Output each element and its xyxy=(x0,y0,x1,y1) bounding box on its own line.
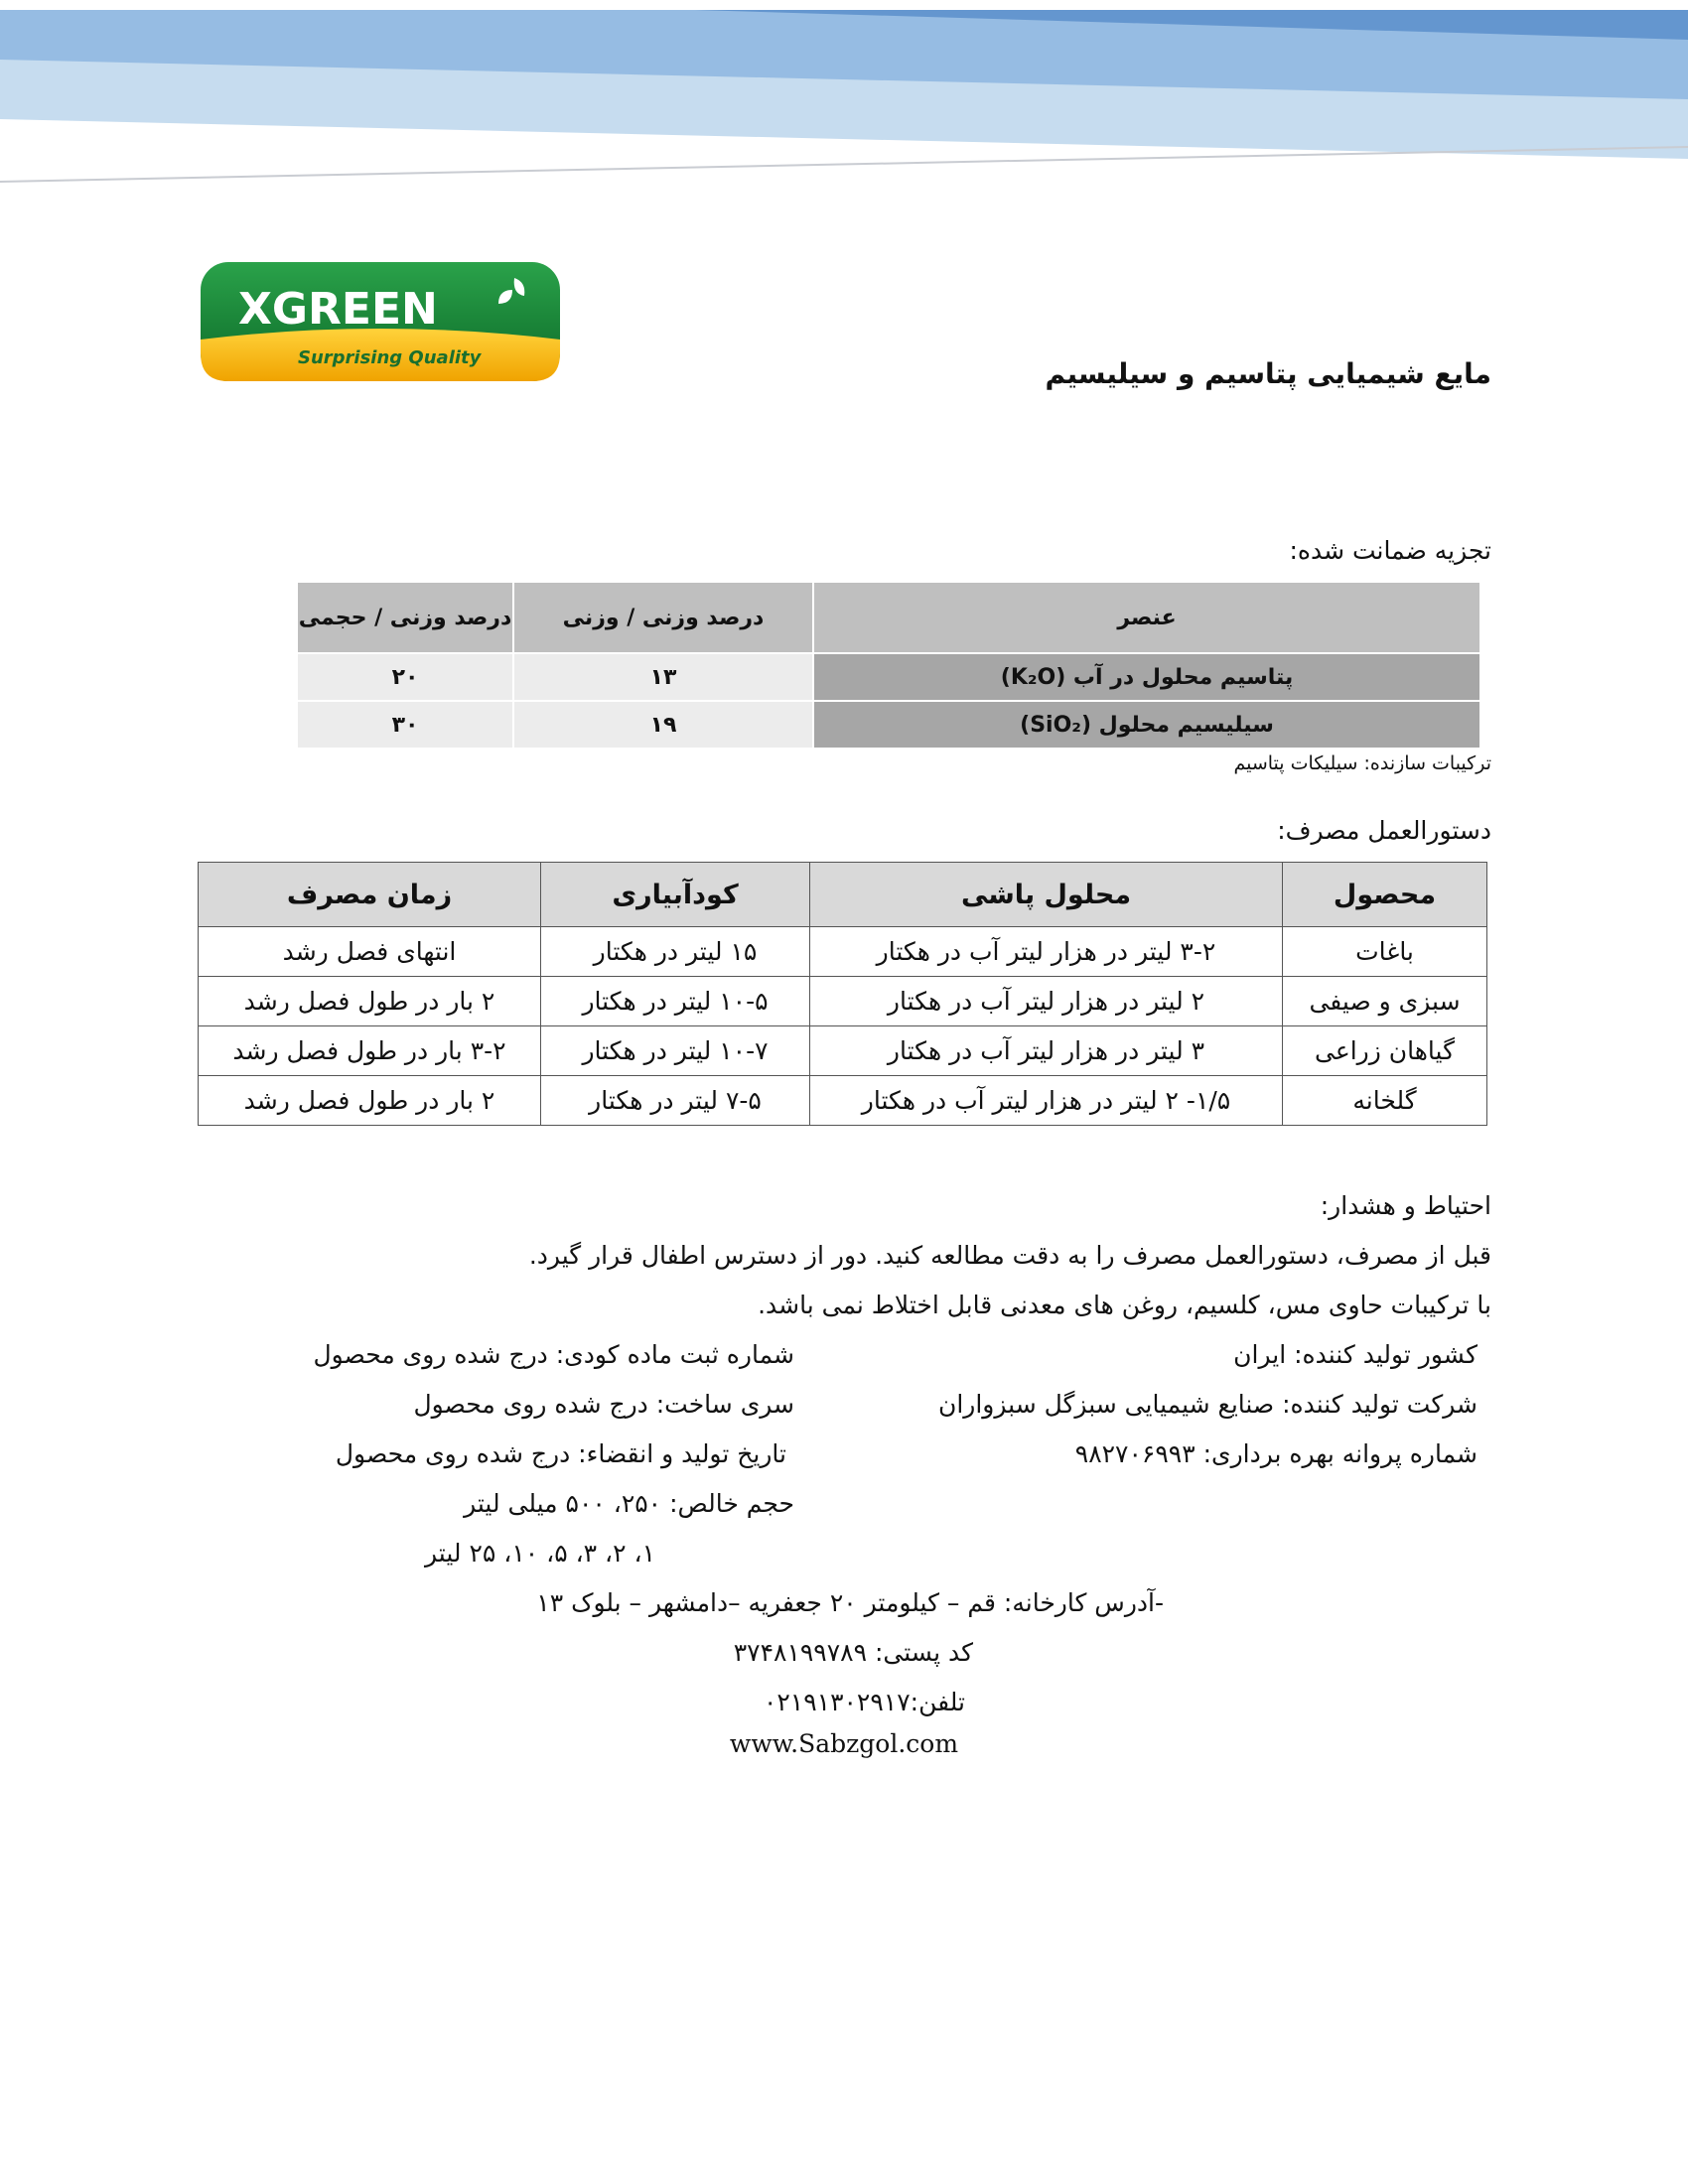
table-cell: پتاسیم محلول در آب (K₂O) xyxy=(813,653,1480,701)
usage-label: دستورالعمل مصرف: xyxy=(1277,816,1491,845)
registration-number: شماره ثبت ماده کودی: درج شده روی محصول xyxy=(313,1340,794,1369)
table-header: کودآبیاری xyxy=(541,863,810,927)
net-volume-liters: ۱، ۲، ۳، ۵، ۱۰، ۲۵ لیتر xyxy=(425,1539,655,1568)
table-row xyxy=(199,927,1487,977)
caution-line-2: با ترکیبات حاوی مس، کلسیم، روغن های معدنی قابل اختلاط نمی باشد. xyxy=(758,1291,1491,1319)
factory-address: -آدرس کارخانه: قم – کیلومتر ۲۰ جعفریه –دامشهر – بلوک ۱۳ xyxy=(536,1588,1164,1617)
license-number: شماره پروانه بهره برداری: ۹۸۲۷۰۶۹۹۳ xyxy=(1074,1439,1477,1468)
table-header: محلول پاشی xyxy=(810,863,1283,927)
table-cell: ۱۵ لیتر در هکتار xyxy=(541,927,810,977)
xgreen-logo xyxy=(199,260,562,383)
table-cell: ۳۰ xyxy=(297,701,513,749)
caution-line-1: قبل از مصرف، دستورالعمل مصرف را به دقت مطالعه کنید. دور از دسترس اطفال قرار گیرد. xyxy=(528,1241,1491,1270)
batch-number: سری ساخت: درج شده روی محصول xyxy=(413,1390,794,1419)
net-volume: حجم خالص: ۲۵۰، ۵۰۰ میلی لیتر xyxy=(464,1489,794,1518)
table-cell: ۱۰-۵ لیتر در هکتار xyxy=(541,977,810,1026)
usage-table xyxy=(198,862,1487,1126)
phone-number: تلفن:۰۲۱۹۱۳۰۲۹۱۷ xyxy=(763,1688,965,1716)
header-band xyxy=(0,0,1688,199)
postal-code: کد پستی: ۳۷۴۸۱۹۹۷۸۹ xyxy=(733,1638,973,1667)
table-header: درصد وزنی / حجمی xyxy=(297,582,513,653)
table-cell: سیلیسیم محلول (SiO₂) xyxy=(813,701,1480,749)
production-expiry: تاریخ تولید و انقضاء: درج شده روی محصول xyxy=(335,1439,786,1468)
table-row xyxy=(199,977,1487,1026)
manufacturer: شرکت تولید کننده: صنایع شیمیایی سبزگل سبزواران xyxy=(937,1390,1477,1419)
table-cell: ۳ لیتر در هزار لیتر آب در هکتار xyxy=(810,1026,1283,1076)
table-cell: گلخانه xyxy=(1283,1076,1487,1126)
table-row xyxy=(199,1026,1487,1076)
composition-note: ترکیبات سازنده: سیلیکات پتاسیم xyxy=(1233,752,1491,774)
table-header: محصول xyxy=(1283,863,1487,927)
table-header: زمان مصرف xyxy=(199,863,541,927)
table-cell: ۱۳ xyxy=(513,653,813,701)
table-cell: سبزی و صیفی xyxy=(1283,977,1487,1026)
table-header-row xyxy=(297,582,1480,653)
table-cell: ۷-۵ لیتر در هکتار xyxy=(541,1076,810,1126)
table-cell: باغات xyxy=(1283,927,1487,977)
table-row xyxy=(297,701,1480,749)
table-header: عنصر xyxy=(813,582,1480,653)
table-header: درصد وزنی / وزنی xyxy=(513,582,813,653)
table-cell: انتهای فصل رشد xyxy=(199,927,541,977)
analysis-table xyxy=(296,581,1481,750)
table-row xyxy=(297,653,1480,701)
table-header-row xyxy=(199,863,1487,927)
country-of-origin: کشور تولید کننده: ایران xyxy=(1233,1340,1477,1369)
table-cell: ۲ لیتر در هزار لیتر آب در هکتار xyxy=(810,977,1283,1026)
table-cell: ۱/۵- ۲ لیتر در هزار لیتر آب در هکتار xyxy=(810,1076,1283,1126)
logo-tagline: Surprising Quality xyxy=(298,347,482,368)
table-cell: ۲ بار در طول فصل رشد xyxy=(199,977,541,1026)
table-cell: ۳-۲ لیتر در هزار لیتر آب در هکتار xyxy=(810,927,1283,977)
analysis-label: تجزیه ضمانت شده: xyxy=(1289,536,1491,565)
table-cell: ۱۰-۷ لیتر در هکتار xyxy=(541,1026,810,1076)
website-link[interactable]: www.Sabzgol.com xyxy=(729,1729,959,1758)
table-cell: ۳-۲ بار در طول فصل رشد xyxy=(199,1026,541,1076)
document-title: مایع شیمیایی پتاسیم و سیلیسیم xyxy=(1045,357,1491,390)
table-row xyxy=(199,1076,1487,1126)
table-cell: ۱۹ xyxy=(513,701,813,749)
table-cell: ۲۰ xyxy=(297,653,513,701)
logo-wordmark: XGREEN xyxy=(238,284,438,335)
table-cell: گیاهان زراعی xyxy=(1283,1026,1487,1076)
caution-label: احتیاط و هشدار: xyxy=(1320,1191,1491,1220)
table-cell: ۲ بار در طول فصل رشد xyxy=(199,1076,541,1126)
